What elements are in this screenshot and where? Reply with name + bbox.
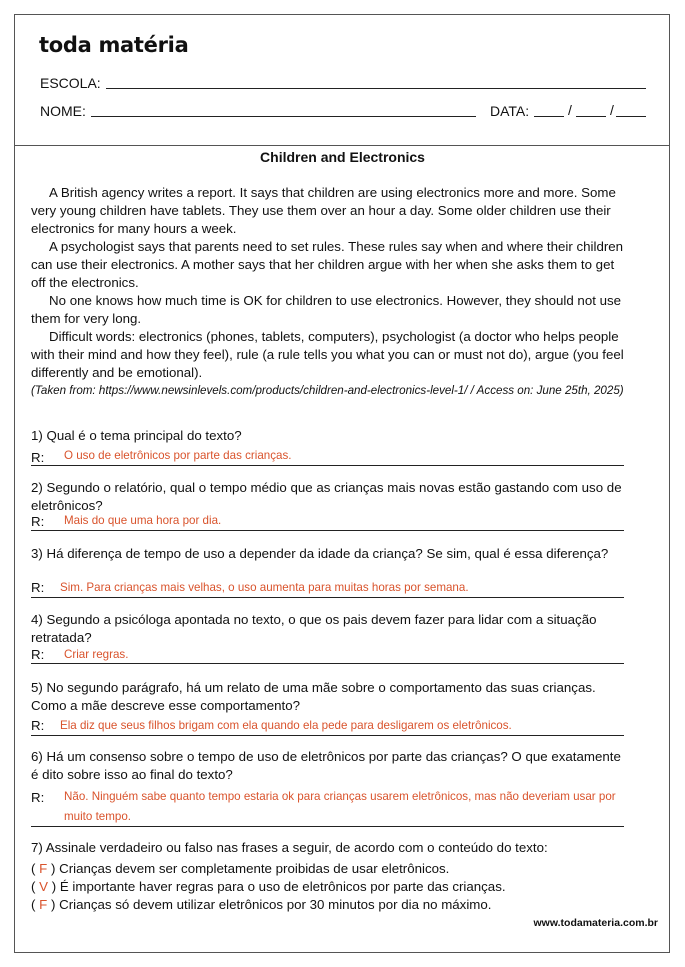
- answer-line: [31, 663, 624, 664]
- date-separator: /: [610, 102, 614, 118]
- paren-close: ): [51, 879, 57, 894]
- answer-label: R:: [31, 580, 45, 595]
- school-label: ESCOLA:: [40, 75, 101, 91]
- tf-item-3: [31, 897, 491, 912]
- answer-line: [31, 826, 624, 827]
- source-citation: (Taken from: https://www.newsinlevels.com/products/children-and-electronics-level-1/ / Access on: June 25th, 2025): [31, 384, 624, 397]
- date-month-field[interactable]: [576, 116, 606, 117]
- paren-close: ): [50, 897, 56, 912]
- question-5: 5) No segundo parágrafo, há um relato de uma mãe sobre o comportamento das suas crianças. Como a mãe descreve esse comportamento?: [31, 680, 596, 713]
- date-year-field[interactable]: [616, 116, 646, 117]
- name-label: NOME:: [40, 103, 86, 119]
- tf-statement-1: Crianças devem ser completamente proibidas de usar eletrônicos.: [59, 861, 450, 876]
- tf-mark-3[interactable]: F: [39, 897, 48, 912]
- answer-3[interactable]: Sim. Para crianças mais velhas, o uso aumenta para muitas horas por semana.: [60, 581, 469, 594]
- paren-open: (: [31, 897, 36, 912]
- answer-label: R:: [31, 450, 45, 465]
- question-4: 4) Segundo a psicóloga apontada no texto, o que os pais devem fazer para lidar com a situação retratada?: [31, 612, 597, 645]
- question-1: 1) Qual é o tema principal do texto?: [31, 428, 242, 443]
- tf-mark-1[interactable]: F: [39, 861, 48, 876]
- paren-open: (: [31, 879, 36, 894]
- question-2: 2) Segundo o relatório, qual o tempo médio que as crianças mais novas estão gastando com uso de eletrônicos?: [31, 480, 622, 513]
- tf-statement-3: Crianças só devem utilizar eletrônicos por 30 minutos por dia no máximo.: [59, 897, 492, 912]
- date-day-field[interactable]: [534, 116, 564, 117]
- paragraph: No one knows how much time is OK for children to use electronics. However, they should not use them for very long.: [31, 293, 622, 326]
- logo: toda matéria: [39, 33, 189, 57]
- answer-line: [31, 735, 624, 736]
- answer-label: R:: [31, 718, 45, 733]
- reading-text: [31, 184, 631, 399]
- paragraph: A psychologist says that parents need to set rules. These rules say when and where their children can use their electronics. A mother says that her children argue with her when she asks them to get off the electronics.: [31, 239, 624, 290]
- answer-line: [31, 530, 624, 531]
- tf-statement-2: É importante haver regras para o uso de eletrônicos por parte das crianças.: [59, 879, 506, 894]
- paragraph: Difficult words: electronics (phones, tablets, computers), psychologist (a doctor who helps people with their mind and how they feel), rule (a rule tells you what you can or must not do), argue (you feel differently and be emotional).: [31, 329, 624, 380]
- paren-close: ): [50, 861, 56, 876]
- tf-mark-2[interactable]: V: [39, 879, 49, 894]
- answer-label: R:: [31, 514, 45, 529]
- answer-label: R:: [31, 647, 45, 662]
- tf-item-1: [31, 861, 449, 876]
- answer-1[interactable]: O uso de eletrônicos por parte das crianças.: [64, 449, 292, 462]
- name-field[interactable]: [91, 116, 476, 117]
- paren-open: (: [31, 861, 36, 876]
- school-field[interactable]: [106, 88, 646, 89]
- text-title: Children and Electronics: [260, 149, 425, 165]
- answer-2[interactable]: Mais do que uma hora por dia.: [64, 514, 222, 527]
- date-separator: /: [568, 102, 572, 118]
- tf-item-2: [31, 879, 506, 894]
- answer-5[interactable]: Ela diz que seus filhos brigam com ela quando ela pede para desligarem os eletrônicos.: [60, 719, 512, 732]
- answer-6[interactable]: Não. Ninguém sabe quanto tempo estaria ok para crianças usarem eletrônicos, mas não deveriam usar por muito tempo.: [64, 790, 616, 823]
- answer-line: [31, 597, 624, 598]
- date-label: DATA:: [490, 103, 530, 119]
- header-divider: [15, 145, 669, 146]
- answer-4[interactable]: Criar regras.: [64, 648, 129, 661]
- question-3: 3) Há diferença de tempo de uso a depender da idade da criança? Se sim, qual é essa diferença?: [31, 546, 609, 561]
- footer-url: www.todamateria.com.br: [533, 917, 658, 929]
- paragraph: A British agency writes a report. It says that children are using electronics more and more. Some very young children have tablets. They use them over an hour a day. Some older children use their electronics for many hours a week.: [31, 185, 616, 236]
- question-7: 7) Assinale verdadeiro ou falso nas frases a seguir, de acordo com o conteúdo do texto:: [31, 840, 548, 855]
- question-6: 6) Há um consenso sobre o tempo de uso de eletrônicos por parte das crianças? O que exatamente é dito sobre isso ao final do texto?: [31, 749, 621, 782]
- answer-label: R:: [31, 790, 45, 805]
- answer-line: [31, 465, 624, 466]
